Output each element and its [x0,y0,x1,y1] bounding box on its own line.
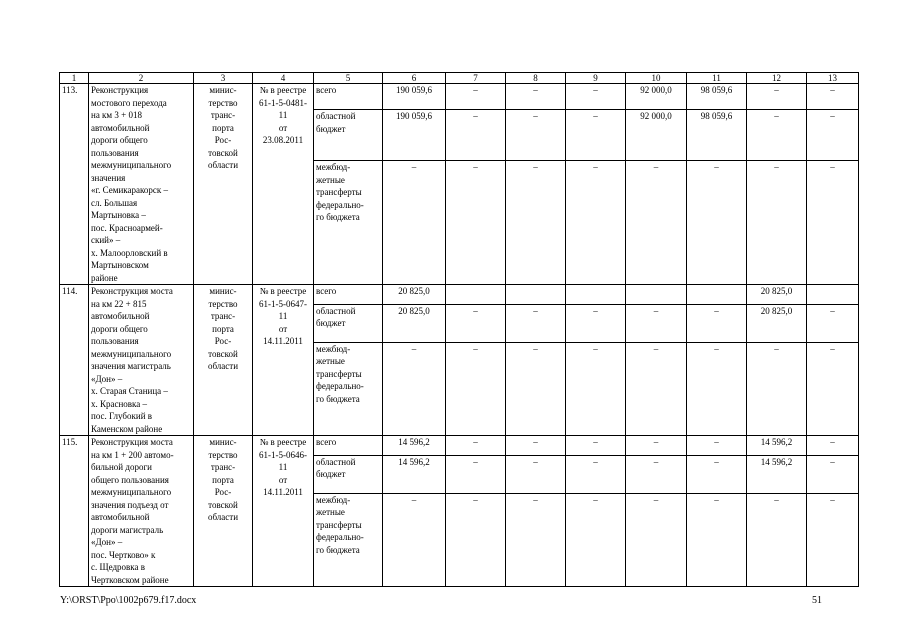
amount-cell: – [626,455,687,493]
funding-source-label: областной бюджет [314,455,383,493]
amount-cell: – [807,342,859,435]
amount-cell: 20 825,0 [383,304,446,342]
amount-cell: – [566,110,626,161]
amount-cell: – [446,493,506,586]
file-path: Y:\ORST\Ppo\1002p679.f17.docx [60,595,197,606]
amount-cell: – [446,436,506,456]
table-row [60,436,859,456]
column-number-row [60,73,859,84]
amount-cell: – [626,304,687,342]
col-header-1: 1 [60,73,89,84]
table-row [60,84,859,110]
amount-cell: – [687,436,747,456]
amount-cell [687,285,747,305]
amount-cell: – [506,493,566,586]
funding-source-label: всего [314,285,383,305]
amount-cell: – [807,493,859,586]
amount-cell: – [687,455,747,493]
amount-cell: – [626,161,687,285]
amount-cell [506,285,566,305]
amount-cell: – [383,342,446,435]
funding-source-label: всего [314,436,383,456]
amount-cell: – [566,342,626,435]
funding-source-label: межбюд- жетные трансферты федерально- го бюджета [314,161,383,285]
amount-cell [807,285,859,305]
amount-cell: – [687,342,747,435]
amount-cell: – [506,455,566,493]
amount-cell: – [566,161,626,285]
amount-cell: 92 000,0 [626,110,687,161]
amount-cell: 98 059,6 [687,84,747,110]
amount-cell: – [566,84,626,110]
entry-number: 115. [60,436,89,587]
table-row [60,285,859,305]
amount-cell [626,285,687,305]
table-body [60,73,859,587]
amount-cell: – [807,110,859,161]
amount-cell: – [506,84,566,110]
amount-cell: – [747,342,807,435]
col-header-4: 4 [253,73,314,84]
responsible-ministry: минис- терство транс- порта Рос- товской области [194,84,253,285]
amount-cell: – [446,110,506,161]
amount-cell: – [747,493,807,586]
amount-cell: – [566,436,626,456]
funding-source-label: областной бюджет [314,304,383,342]
registry-number: № в реестре 61-1-5-0647- 11 от 14.11.2011 [253,285,314,436]
amount-cell: – [506,161,566,285]
registry-number: № в реестре 61-1-5-0481- 11 от 23.08.2011 [253,84,314,285]
col-header-7: 7 [446,73,506,84]
amount-cell: – [807,455,859,493]
amount-cell: – [446,161,506,285]
amount-cell: – [807,84,859,110]
amount-cell: – [506,304,566,342]
entry-number: 114. [60,285,89,436]
amount-cell: – [446,304,506,342]
amount-cell: 190 059,6 [383,84,446,110]
funding-source-label: межбюд- жетные трансферты федерально- го бюджета [314,493,383,586]
amount-cell: – [566,493,626,586]
amount-cell: 20 825,0 [383,285,446,305]
amount-cell: – [687,161,747,285]
col-header-10: 10 [626,73,687,84]
object-name: Реконструкция мостового перехода на км 3 + 018 автомобильной дороги общего пользования межмуниципального значения «г. Семикаракорск – сл. Большая Мартыновка – пос. Красноармей- ский» – х. Малоорловский в Мартыновском районе [89,84,194,285]
col-header-9: 9 [566,73,626,84]
col-header-8: 8 [506,73,566,84]
amount-cell: – [687,304,747,342]
amount-cell: – [383,493,446,586]
responsible-ministry: минис- терство транс- порта Рос- товской области [194,285,253,436]
funding-source-label: межбюд- жетные трансферты федерально- го бюджета [314,342,383,435]
amount-cell: – [626,342,687,435]
amount-cell: – [747,161,807,285]
funding-source-label: всего [314,84,383,110]
amount-cell: – [566,455,626,493]
amount-cell: – [747,110,807,161]
amount-cell: – [383,161,446,285]
page-number: 51 [812,595,822,606]
col-header-5: 5 [314,73,383,84]
object-name: Реконструкция моста на км 1 + 200 автомо- бильной дороги общего пользования межмуниципального значения подъезд от автомобильной дороги магистраль «Дон» – пос. Чертково» к с. Щедровка в Чертковском районе [89,436,194,587]
amount-cell: 20 825,0 [747,304,807,342]
col-header-13: 13 [807,73,859,84]
amount-cell: – [446,84,506,110]
amount-cell: – [807,304,859,342]
amount-cell: – [687,493,747,586]
col-header-6: 6 [383,73,446,84]
amount-cell: – [626,493,687,586]
amount-cell: 14 596,2 [747,455,807,493]
col-header-2: 2 [89,73,194,84]
amount-cell: – [807,436,859,456]
amount-cell: – [626,436,687,456]
funding-source-label: областной бюджет [314,110,383,161]
col-header-3: 3 [194,73,253,84]
amount-cell: – [566,304,626,342]
object-name: Реконструкция моста на км 22 + 815 автомобильной дороги общего пользования межмуниципального значения магистраль «Дон» – х. Старая Станица – х. Красновка – пос. Глубокий в Каменском районе [89,285,194,436]
amount-cell: – [506,436,566,456]
col-header-11: 11 [687,73,747,84]
col-header-12: 12 [747,73,807,84]
budget-table [59,72,859,587]
amount-cell [446,285,506,305]
amount-cell: 14 596,2 [747,436,807,456]
amount-cell: 14 596,2 [383,436,446,456]
responsible-ministry: минис- терство транс- порта Рос- товской области [194,436,253,587]
amount-cell: – [506,110,566,161]
amount-cell: – [446,455,506,493]
amount-cell: – [446,342,506,435]
entry-number: 113. [60,84,89,285]
amount-cell [566,285,626,305]
amount-cell: 92 000,0 [626,84,687,110]
amount-cell: 190 059,6 [383,110,446,161]
registry-number: № в реестре 61-1-5-0646- 11 от 14.11.2011 [253,436,314,587]
amount-cell: 98 059,6 [687,110,747,161]
amount-cell: – [506,342,566,435]
amount-cell: 20 825,0 [747,285,807,305]
amount-cell: – [747,84,807,110]
amount-cell: 14 596,2 [383,455,446,493]
amount-cell: – [807,161,859,285]
